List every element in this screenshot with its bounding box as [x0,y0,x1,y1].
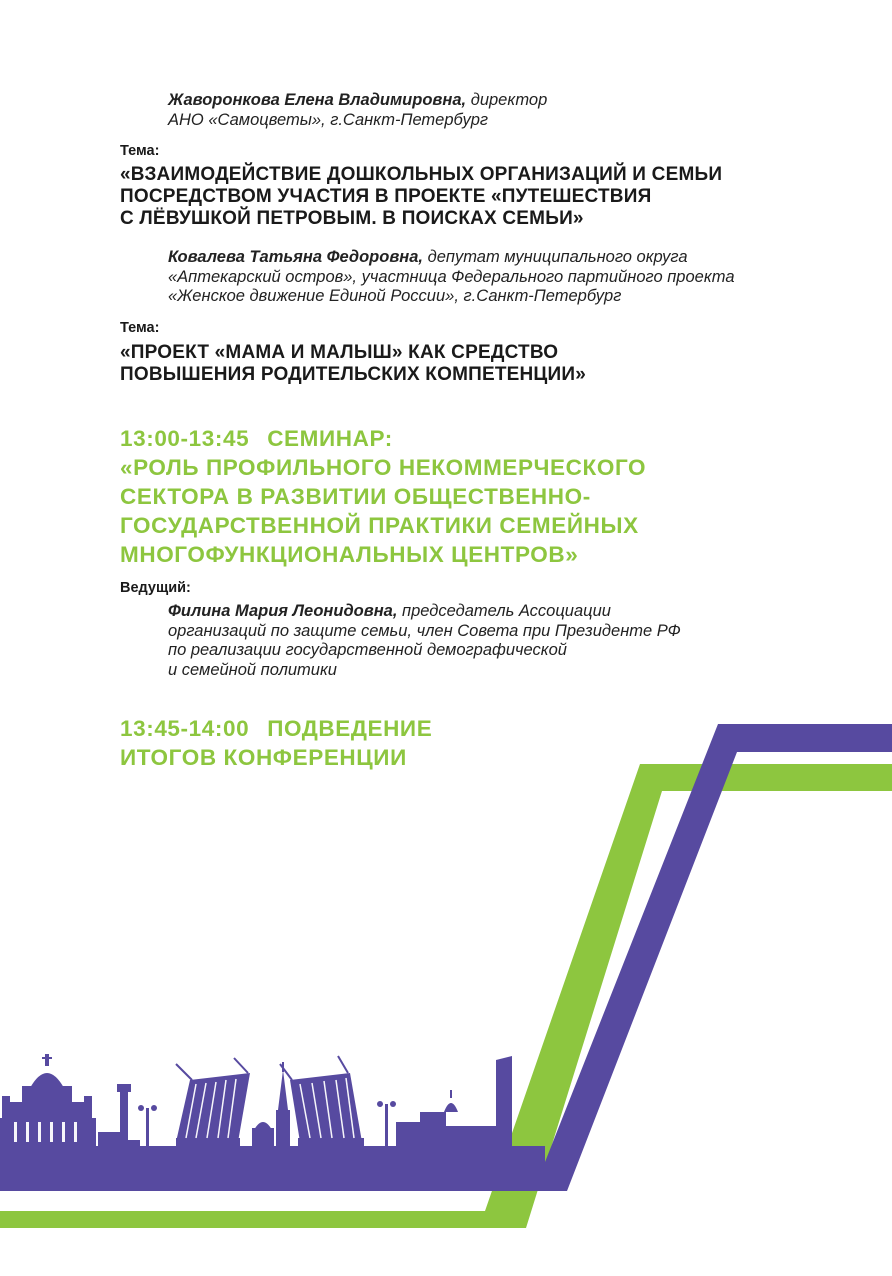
session-title-line: ГОСУДАРСТВЕННОЙ ПРАКТИКИ СЕМЕЙНЫХ [120,513,639,538]
topic-label: Тема: [120,143,160,159]
speaker-role: «Аптекарский остров», участница Федерального партийного проекта [168,267,735,286]
speaker-role: депутат муниципального округа [423,248,688,266]
host-label: Ведущий: [120,580,191,596]
session-title-line: ИТОГОВ КОНФЕРЕНЦИИ [120,745,407,770]
session-title-line: «РОЛЬ ПРОФИЛЬНОГО НЕКОММЕРЧЕСКОГО [120,455,647,480]
speaker-role: и семейной политики [168,660,337,679]
topic-label: Тема: [120,320,160,336]
topic-line: ПОВЫШЕНИЯ РОДИТЕЛЬСКИХ КОМПЕТЕНЦИИ» [120,364,586,385]
topic-line: С ЛЁВУШКОЙ ПЕТРОВЫМ. В ПОИСКАХ СЕМЬИ» [120,208,584,229]
speaker-role: директор [466,91,548,109]
speaker-name: Ковалева Татьяна Федоровна, [168,248,424,266]
st-petersburg-skyline-icon [0,1054,545,1162]
session-title: СЕМИНАР: [267,426,393,451]
session-title-line: СЕКТОРА В РАЗВИТИИ ОБЩЕСТВЕННО- [120,484,591,509]
session-title: ПОДВЕДЕНИЕ [267,716,433,741]
speaker-org: АНО «Самоцветы», г.Санкт-Петербург [168,110,489,129]
speaker-role: по реализации государственной демографической [168,641,567,659]
speaker-role: организаций по защите семьи, член Совета при Президенте РФ [168,621,681,640]
speaker-name: Филина Мария Леонидовна, [168,602,398,620]
topic-line: «ПРОЕКТ «МАМА И МАЛЫШ» КАК СРЕДСТВО [120,342,559,363]
speaker-role: «Женское движение Единой России», г.Санкт-Петербург [168,287,622,305]
session-time: 13:00-13:45 [120,426,250,451]
session-time: 13:45-14:00 [120,716,250,741]
session-title-line: МНОГОФУНКЦИОНАЛЬНЫХ ЦЕНТРОВ» [120,542,579,567]
topic-line: «ВЗАИМОДЕЙСТВИЕ ДОШКОЛЬНЫХ ОРГАНИЗАЦИЙ И СЕМЬИ [120,164,723,185]
speaker-name: Жаворонкова Елена Владимировна, [168,91,467,109]
speaker-role: председатель Ассоциации [397,602,611,620]
topic-line: ПОСРЕДСТВОМ УЧАСТИЯ В ПРОЕКТЕ «ПУТЕШЕСТВИЯ [120,186,652,207]
